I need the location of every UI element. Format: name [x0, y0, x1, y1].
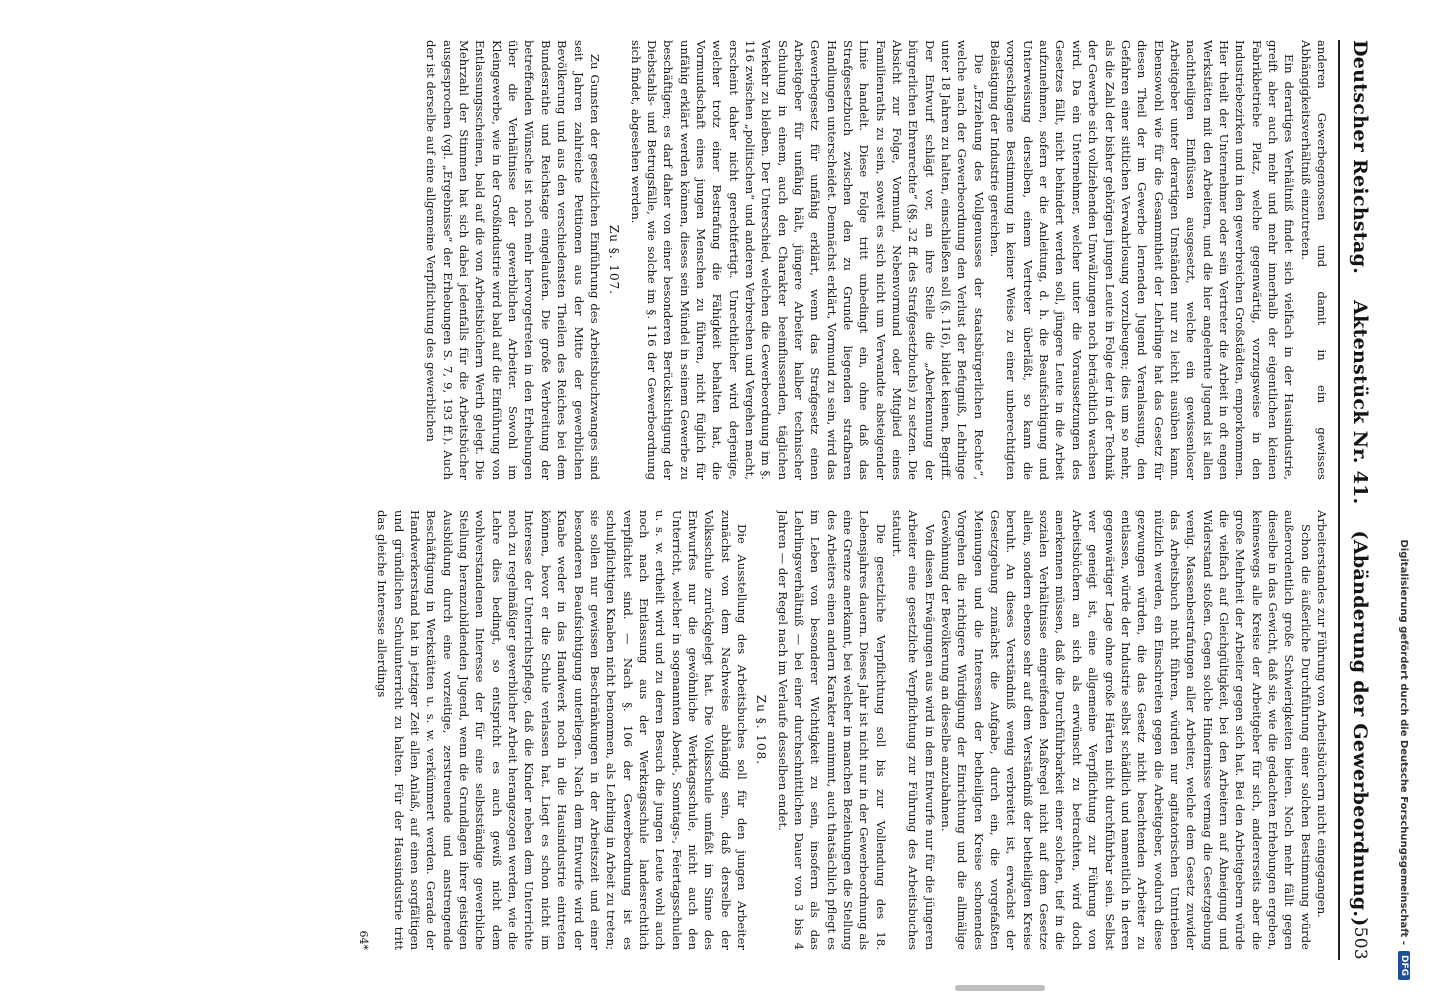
header-center: Aktenstück Nr. 41.: [1349, 300, 1371, 505]
dfg-logo: DFG: [1398, 951, 1410, 980]
paragraph: Die gesetzliche Verpflichtung soll bis zur Vollendung des 18. Lebensjahres dauern. Dieses Jahr ist nicht nur in der Gewerbeordnung als eine Grenze anerkannt, bei welcher in manchen Beziehungen die Stellung des Arbeiters einen andern Karakter annimmt, auch thatsächlich pflegt es im Leben von besonderer Wichtigkeit zu sein, insofern als das Lehrlingsverhältniß — bei einer durchschnittlichen Dauer von 3 bis 4 Jahren — der Regel nach im Verlaufe desselben endet.: [775, 510, 888, 950]
page-number: 503: [1350, 926, 1370, 960]
section-heading-107: Zu §. 107.: [607, 224, 622, 296]
paragraph: anderen Gewerbegenossen und damit in ein gewisses Abhängigkeitsverhältniß einzutreten.: [1298, 40, 1329, 480]
document-page: [70, 40, 1380, 960]
header-right: (Abänderung der Gewerbeordnung.): [1349, 530, 1371, 927]
paragraph: Von diesen Erwägungen aus wird in dem Entwurfe nur für die jüngeren Arbeiter eine gesetzliche Verpflichtung zur Führung des Arbeitsbuches statuirt.: [890, 510, 937, 950]
paragraph: Arbeiterstandes zur Führung von Arbeitsbüchern nicht eingegangen.: [1315, 510, 1329, 918]
signature-mark: 64*: [357, 930, 371, 950]
dfg-stamp: [1392, 30, 1416, 980]
stamp-text: Digitalisierung gefördert durch die Deutsche Forschungsgemeinschaft -: [1398, 539, 1410, 945]
section-heading-108: Zu §. 108.: [754, 694, 769, 766]
paragraph: Schon die äußerliche Durchführung einer solchen Bestimmung würde außerordentlich große Schwierigkeiten bieten. Noch mehr fällt gegen dieselbe in das Gewicht, daß sie, wie die gedachten Erhebungen ergeben, keineswegs alle Kreise der Arbeitgeber für sich, andererseits aber die große Mehrheit der Arbeiter gegen sich hat. Bei den Arbeitgebern würde die vielfach auf Gleichgültigkeit, bei den Arbeitern auf Abneigung und Widerstand stoßen. Gegen solche Hindernisse vermag die Gesetzgebung wenig. Massenbestrafungen aller Arbeiter, welche dem Gesetz zuwider das Arbeitsbuch nicht führen, würden nur agitatorischen Umtrieben nützlich werden, ein Einschreiten gegen die Arbeitgeber, wodurch diese gezwungen würden, die das Gesetz nicht beachtenden Arbeiter zu entlassen, würde der Industrie selbst schädlich und namentlich in deren gegenwärtiger Lage ohne große Härten nicht durchführbar sein. Selbst wer geneigt ist, eine allgemeine Verpflichtung zur Führung von Arbeitsbüchern an sich als erwünscht zu betrachten, wird doch anerkennen müssen, daß die Durchführbarkeit einer solchen, tief in die sozialen Verhältnisse eingreifenden Maßregel nicht auf dem Gesetze allein, sondern ebenso sehr auf dem Verständniß der betheiligten Kreise beruht. An dieses Verständniß wenig verbreitet ist, erwächst der Gesetzgebung zunächst die Aufgabe, durch ein, die vorgefaßten Meinungen und die Interessen der betheiligten Kreise schonendes Vorgehen die richtigere Würdigung der Einrichtung und die allmälige Gewöhnung der Bevölkerung an dieselbe anzubahnen.: [939, 510, 1313, 950]
right-column: [80, 510, 1330, 950]
running-header: [1338, 40, 1380, 960]
scan-smudge: [955, 985, 1045, 991]
paragraph: Zu Gunsten der gesetzlichen Einführung des Arbeitsbuchzwanges sind seit Jahren zahlreiche Petitionen aus der Mitte der gewerblichen Bevölkerung und aus den verschiedensten Theilen des Reiches bei dem Bundesrathe und Reichstage eingelaufen. Die große Verbreitung der betreffenden Wünsche ist noch mehr hervorgetreten in den Erhebungen über die Verhältnisse der gewerblichen Arbeiter. Sowohl im Kleingewerbe, wie in der Großindustrie wird bald auf die Einführung von Entlassungsscheinen, bald auf die von Arbeitsbüchern Werth gelegt. Die Mehrzahl der Stimmen hat sich dabei jedenfalls für die Arbeitsbücher ausgesprochen (vgl. „Ergebnisse“ der Erhebungen S. 7, 9, 193 ff.). Auch der ist derselbe auf eine allgemeine Verpflichtung des gewerblichen: [424, 40, 602, 480]
paragraph: Ein derartiges Verhältniß findet sich vielfach in der Hausindustrie, greift aber auch mehr und mehr innerhalb der eigentlichen kleinen Fabrikbetriebe Platz, welche gegenwärtig, vorzugsweise in den Industriebezirken und in den gewerbreichen Großstädten, emporkommen. Hier theilt der Unternehmer oder sein Vertreter die Arbeit in oft engen Werkstätten mit den Arbeitern, und die hier angelernte Jugend ist allen nachtheiligen Einflüssen ausgesetzt, welche ein gewissenloser Arbeitgeber unter derartigen Umständen nur zu leicht ausüben kann. Ebensowohl wie für die Gesammtheit der Lehrlinge hat das Gesetz für diesen Theil der im Gewerbe lernenden Jugend Veranlassung, den Gefahren einer sittlichen Verwahrlosung vorzubeugen; dies um so mehr, als die Zahl der bisher gehörigen jungen Leute in Folge der in der Technik der Gewerbe sich vollziehenden Umwälzungen noch beträchtlich wachsen wird. Da ein Unternehmer, welcher unter die Voraussetzungen des Gesetzes fällt, nicht behindert werden soll, jüngere Leute in die Arbeit aufzunehmen, sofern er die Anleitung, d. h. die Beaufsichtigung und Unterweisung derselben, einem Vertreter überläßt, so kann die vorgeschlagene Bestimmung in keiner Weise zu einer unberechtigten Belästigung der Industrie gereichen.: [988, 40, 1297, 480]
paragraph: Die „Erziehung des Vollgenusses der staatsbürgerlichen Rechte“, welche nach der Gewerbeordnung den Verlust der Befugniß, Lehrlinge unter 18 Jahren zu halten, einschließen soll (§. 116), bildet keinen, Begriff. Der Entwurf schlägt vor, an ihre Stelle die „Aberkennung der bürgerlichen Ehrenrechte“ (§§. 32 ff. des Strafgesetzbuchs) zu setzen. Die Absicht zur Folge, Vormund, Nebenvormund oder Mitglied eines Familienraths zu sein, soweit es sich nicht um Verwandte absteigender Linie handelt. Diese Folge tritt unbedingt ein, ohne daß das Strafgesetzbuch zwischen den zu Grunde liegenden strafbaren Handlungen unterscheidet. Demnächst erklärt, Vormund zu sein, wird das Gewerbegesetz für unfähig erklärt, wenn das Strafgesetz einen Arbeitgeber für unfähig hält, jüngere Arbeiter halber technischer Schulung in einem, auch den Charakter beeinflussenden, täglichen Verkehr zu bleiben. Der Unterschied, welchen die Gewerbeordnung im §. 116 zwischen „politischen“ und anderen Verbrechen und Vergehen macht, erscheint daher nicht gerechtfertigt. Unrechtlicher wird derjenige, welcher trotz einer Bestrafung die Fähigkeit behalten hat, die Vormundschaft eines jungen Menschen zu führen, nicht füglich für unfähig erklärt werden können, dieses sein Mündel in seinem Gewerbe zu beschäftigen; es darf daher von einer besonderen Berücksichtigung der Diebstahls- und Betrugsfälle, wie solche im §. 116 der Gewerbeordnung sich findet, abgesehen werden.: [628, 40, 986, 480]
paragraph: Die Ausstellung des Arbeitsbuches soll für den jungen Arbeiter zunächst von dem Nachweise abhängig sein, daß derselbe der Volksschule zurückgelegt hat. Die Volksschule umfaßt im Sinne des Entwurfes nur die gewöhnliche Werktagsschule, nicht auch den Unterricht, welcher in sogenannten Abend-, Sonntags-, Feiertagsschulen u. s. w. ertheilt wird und zu deren Besuch die jungen Leute wohl auch noch nach Entlassung aus der Werktagsschule landesrechtlich verpflichtet sind. — Nach §. 106 der Gewerbeordnung ist es schulpflichtigen Knaben nicht benommen, als Lehrling in Arbeit zu treten; sie sollen nur gewissen Beschränkungen in der Arbeitszeit und einer besonderen Beaufsichtigung unterliegen. Nach dem Entwurfe wird der Knabe weder in das Handwerk noch in die Hausindustrie eintreten können, bevor er die Schule verlassen hat. Liegt es schon nicht im Interesse der Unterrichtspflege, daß die Kinder neben dem Unterrichte noch zu regelmäßiger gewerblicher Arbeit herangezogen werden, wie die Lehre dies bedingt, so entspricht es auch gewiß nicht dem wohlverstandenen Interesse der für eine selbstständige gewerbliche Stellung heranzubildenden Jugend, wenn die Grundlagen ihrer geistigen Ausbildung durch eine vorzeitige, zerstreuende und anstrengende Beschäftigung in Werkstätten u. s. w. verkümmert werden. Gerade der Handwerkerstand hat in jetziger Zeit allen Anlaß, auf einen sorgfältigen und gründlichen Schulunterricht zu halten. Für der Hausindustrie tritt das gleiche Interesse allerdings: [375, 510, 749, 950]
header-left: Deutscher Reichstag.: [1349, 40, 1371, 275]
left-column: [80, 40, 1330, 480]
